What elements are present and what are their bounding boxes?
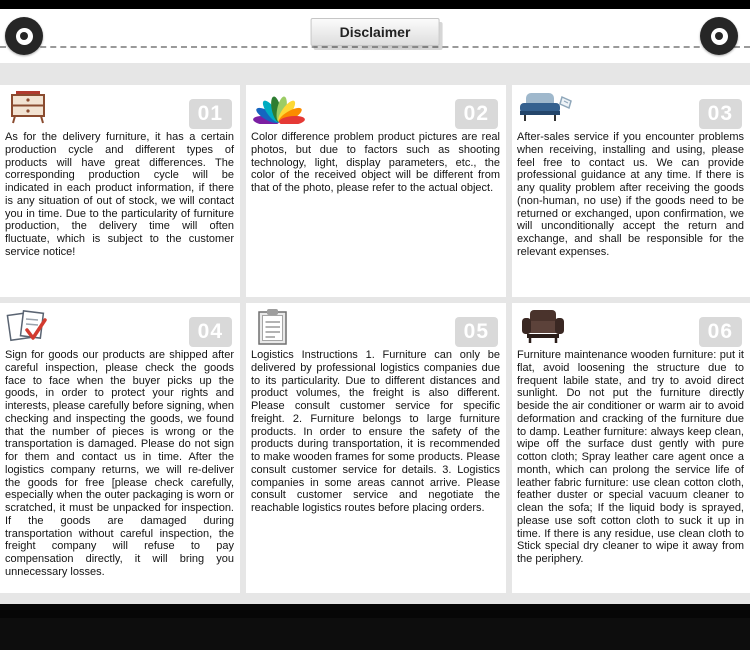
disclaimer-card-color-difference [246, 85, 506, 297]
disclaimer-card-logistics [246, 303, 506, 593]
disclaimer-card-after-sales [512, 85, 750, 297]
card-number: 05 [455, 317, 498, 347]
card-number: 01 [189, 99, 232, 129]
bottom-black-bar [0, 604, 750, 650]
card-number: 06 [699, 317, 742, 347]
card-text: Color difference problem product pictures are real photos, but due to factors such as shooting technology, light, display parameters, etc., the color of the received object will be different from that of the photo, please refer to the actual object. [251, 131, 500, 194]
card-number: 03 [699, 99, 742, 129]
reel-decoration-right [700, 17, 738, 55]
reel-ring [711, 28, 728, 45]
disclaimer-card-delivery [0, 85, 240, 297]
disclaimer-card-maintenance [512, 303, 750, 593]
card-text: Furniture maintenance wooden furniture: put it flat, avoid loosening the structure due to frequent labile state, and try to avoid direct sunlight. Do not put the furniture directly beside the air conditioner or warm air to avoid deformation and cracking of the furniture due to damp. Leather furniture: always keep clean, wipe off the surface dust gently with pure cotton cloth; Spray leather care agent once a month, which can prolong the service life of leather fabric furniture: use clean cotton cloth, feather duster or special vacuum cleaner to clean the sofa; If the liquid body is sprayed, please use soft cotton cloth to suck it up in time. If there is any residue, use clean cloth to Stick special dry cleaner to wipe it away from the periphery. [517, 349, 744, 565]
card-text: After-sales service if you encounter problems when receiving, installing and using, please feel free to contact us. We can provide professional guidance at any time. If there is any quality problem after receiving the goods (non-human, no use) if the goods need to be returned or exchanged, upon confirmation, we will unconditionally accept the return and exchange, and shall be responsible for the relevant expenses. [517, 131, 744, 258]
disclaimer-card-sign-for-goods [0, 303, 240, 593]
reel-dot [715, 32, 723, 40]
reel-dot [20, 32, 28, 40]
top-black-bar [0, 0, 750, 9]
disclaimer-grid [0, 63, 750, 604]
card-text: Logistics Instructions 1. Furniture can only be delivered by professional logistics companies due to its particularity. Due to different distances and product volumes, the freight is also different. Please consult customer service for specific freight. 2. Furniture belongs to large furniture products. In order to ensure the safety of the products during transportation, it is recommended to make wooden frames for some products. Please consult customer service for details. 3. Logistics companies in some areas cannot arrive. Please consult customer service and negotiate the reachable logistics routes before placing orders. [251, 349, 500, 514]
card-text: As for the delivery furniture, it has a certain production cycle and different types of products will have great differences. The corresponding production cycle will be indicated in each product information, if there is any situation of out of stock, we will contact you in time. Due to the particularity of furniture production, the delivery time will often fluctuate, which is subject to the customer service notice! [5, 131, 234, 258]
reel-decoration-left [5, 17, 43, 55]
card-number: 04 [189, 317, 232, 347]
card-number: 02 [455, 99, 498, 129]
page-title: Disclaimer [311, 18, 440, 46]
header-band [0, 9, 750, 63]
card-text: Sign for goods our products are shipped after careful inspection, please check the goods face to face when the buyer picks up the goods, in order to protect your rights and interests, please carefully before signing, when checking and inspecting the goods, we found that the number of pieces is wrong or the transportation is damaged. Please do not sign for them and contact us in time. After the logistics company returns, we will re-deliver the goods for free [please check carefully, especially when the outer packaging is worn or scratched, it must be unpacked for inspection. If the goods are damaged during transportation without careful inspection, the freight company will refuse to pay compensation directly, it will bring you unnecessary losses. [5, 349, 234, 578]
reel-ring [16, 28, 33, 45]
